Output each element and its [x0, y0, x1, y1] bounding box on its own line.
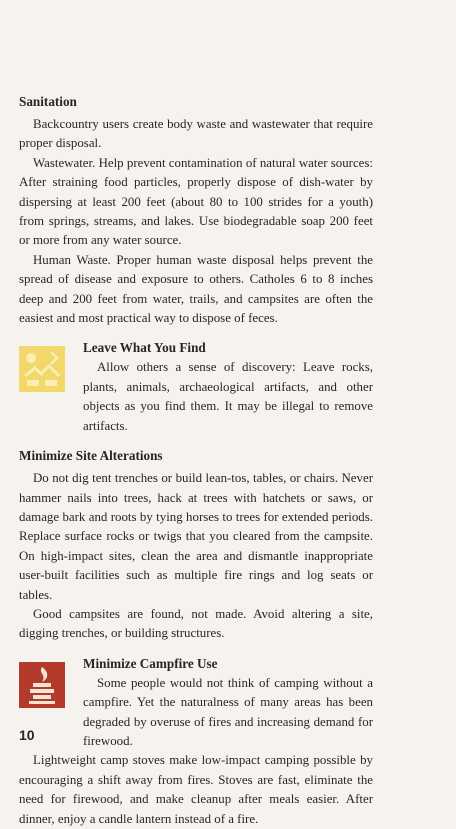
campfire-paragraph: Some people would not think of camping without a campfire. Yet the naturalness of many areas has been degraded by overuse of fires and increasing demand for firewood.	[83, 675, 373, 748]
section-minimize-campfire-use	[19, 656, 373, 752]
heading-sanitation: Sanitation	[19, 94, 77, 109]
page-content	[19, 94, 373, 829]
wastewater-paragraph: Wastewater. Help prevent contamination of natural water sources: After straining food particles, properly dispose of dish-water by dispersing at least 200 feet (about 80 to 100 strides for a youth) from springs, streams, and lakes. Use biodegradable soap 200 feet or more from any water source.	[19, 155, 373, 248]
page-number: 10	[19, 727, 35, 743]
artifacts-icon	[19, 346, 65, 392]
section-minimize-site-alterations	[19, 448, 373, 644]
human-waste-paragraph: Human Waste. Proper human waste disposal helps prevent the spread of disease and exposure to others. Catholes 6 to 8 inches deep and 200 feet from water, trails, and campsites are often the easiest and most practical way to dispose of feces.	[19, 252, 373, 326]
sanitation-paragraph: Backcountry users create body waste and wastewater that require proper disposal.	[19, 117, 373, 151]
section-sanitation	[19, 94, 373, 328]
good-campsites-paragraph: Good campsites are found, not made. Avoid altering a site, digging trenches, or building structures.	[19, 606, 373, 641]
heading-leave-what-you-find: Leave What You Find	[83, 340, 206, 356]
section-leave-what-you-find	[19, 340, 373, 436]
camp-stoves-paragraph: Lightweight camp stoves make low-impact camping possible by encouraging a shift away from fires. Stoves are fast, eliminate the need for firewood, and make cleanup after meals easier. After dinner, enjoy a candle lantern instead of a fire.	[19, 753, 373, 826]
heading-minimize-campfire-use: Minimize Campfire Use	[83, 655, 218, 671]
campfire-icon	[19, 662, 65, 708]
leave-what-you-find-paragraph: Allow others a sense of discovery: Leave rocks, plants, animals, archaeological artifacts, and other objects as you find them. It may be illegal to remove artifacts.	[83, 360, 373, 433]
heading-minimize-site-alterations: Minimize Site Alterations	[19, 448, 163, 464]
site-alterations-paragraph: Do not dig tent trenches or build lean-tos, tables, or chairs. Never hammer nails into trees, hack at trees with hatchets or saws, or damage bark and roots by tying horses to trees for extended periods. Replace surface rocks or twigs that you cleared from the campsite. On high-impact sites, clean the area and dismantle inappropriate user-built facilities such as multiple fire rings and log seats or tables.	[19, 471, 373, 602]
